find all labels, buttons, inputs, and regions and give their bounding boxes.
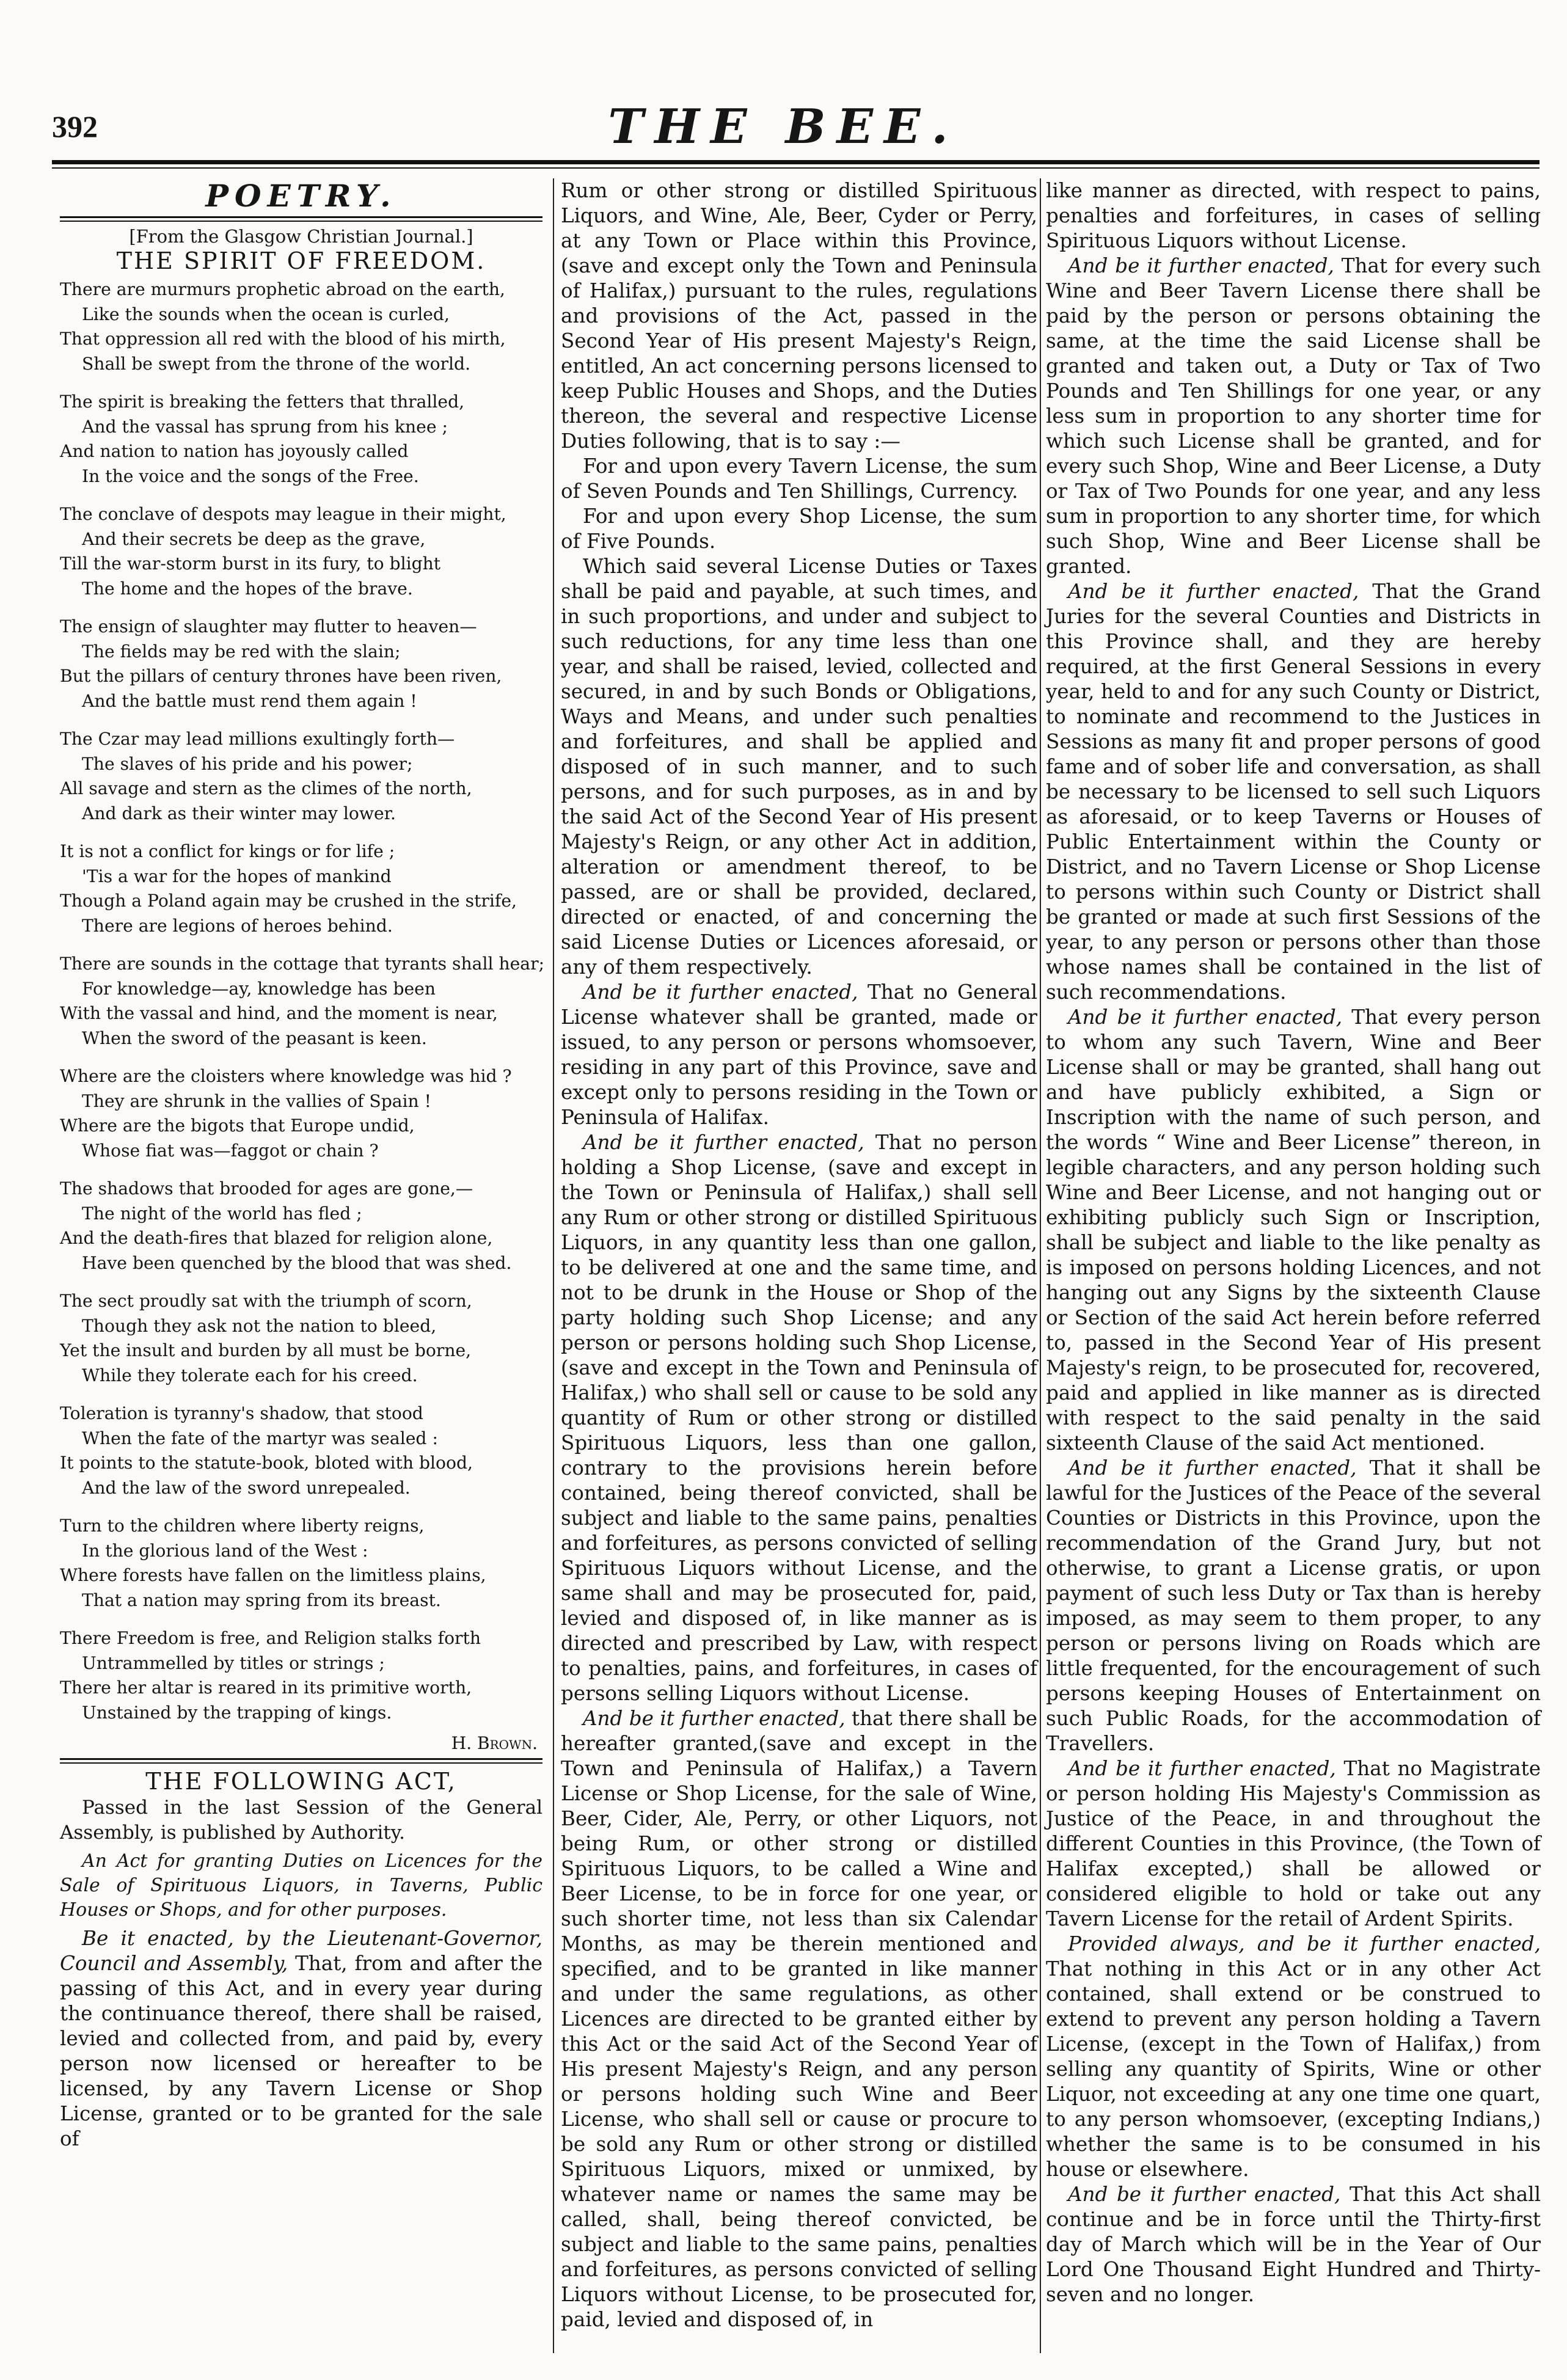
masthead: THE BEE. [608,99,959,155]
act-enacting-clause [60,1926,542,2152]
enacting-lead: Be it enacted, by the Lieutenant-Governor, Council and Assembly, [60,1927,542,1975]
poem-line: Where are the cloisters where knowledge was hid ? [60,1066,512,1086]
poem-line: It is not a conflict for kings or for life ; [60,841,395,861]
column-2 [561,178,1037,2332]
enactment-lead: And be it further enacted, [1068,254,1334,277]
poem-line: And nation to nation has joyously called [60,441,409,461]
poem-stanza [60,615,542,714]
poem-stanza [60,727,542,826]
act-intro: Passed in the last Session of the General Assembly, is published by Authority. [60,1797,542,1844]
poem-line: And the death-fires that blazed for religion alone, [60,1228,493,1248]
poem-line: With the vassal and hind, and the moment is near, [60,1003,498,1023]
act-rule [60,1758,542,1760]
enactment-lead: And be it further enacted, [583,1707,846,1730]
act-heading: THE FOLLOWING ACT, [145,1768,457,1795]
poem-line: Till the war-storm burst in its fury, to blight [60,553,441,574]
poem-line: Whose fiat was—faggot or chain ? [82,1140,379,1161]
poem-line: The fields may be red with the slain; [82,641,401,662]
poem-line: And the law of the sword unrepealed. [82,1477,411,1498]
poem-source: [From the Glasgow Christian Journal.] [129,226,473,247]
act-paragraph [561,454,1037,504]
poem-line: Where forests have fallen on the limitless plains, [60,1565,486,1585]
poem-stanza [60,502,542,601]
paragraph-text: That no General License whatever shall be granted, made or issued, to any person or persons whomsoever, residing in any part of this Province, save and except only to persons residing in the Town or Peninsula of Halifax. [561,980,1037,1129]
enactment-lead: And be it further enacted, [1068,580,1359,603]
poem-line: Yet the insult and burden by all must be borne, [60,1340,472,1360]
poem-stanza [60,390,542,489]
column-divider-1 [553,178,554,2353]
enactment-lead: Provided always, and be it further enacted, [1068,1932,1541,1955]
paragraph-text: For and upon every Tavern License, the sum of Seven Pounds and Ten Shillings, Currency. [561,454,1037,503]
poem-line: There Freedom is free, and Religion stalks forth [60,1628,481,1648]
section-rule-thin [60,221,542,222]
poem-line: And their secrets be deep as the grave, [82,528,426,549]
act-paragraph [1046,1005,1541,1456]
poem-line: For knowledge—ay, knowledge has been [82,978,436,999]
poem-line: The night of the world has fled ; [82,1203,362,1224]
poem-line: Unstained by the trapping of kings. [82,1702,392,1723]
poem-signature: H. Brown. [451,1733,538,1753]
act-paragraph [561,554,1037,980]
poem-stanza [60,1401,542,1500]
column-divider-2 [1040,178,1041,2353]
act-paragraph [561,980,1037,1130]
enactment-lead: And be it further enacted, [1068,1006,1343,1029]
poem-line: They are shrunk in the vallies of Spain ! [82,1090,431,1111]
poem-stanza [60,1289,542,1388]
poem-line: That a nation may spring from its breast. [82,1590,441,1610]
act-paragraph [1046,579,1541,1005]
poem-stanza [60,277,542,376]
poem-line: There are sounds in the cottage that tyrants shall hear; [60,954,545,974]
poem-stanza [60,1177,542,1276]
paragraph-text: That this Act shall continue and be in force until the Thirty-first day of March which will be in the Year of Our Lord One Thousand Eight Hundred and Thirty-seven and no longer. [1046,2183,1541,2306]
poem-line: But the pillars of century thrones have been riven, [60,666,502,686]
paragraph-text: That every person to whom any such Tavern, Wine and Beer License shall or may be granted, shall hang out and have publicly exhibited, a Sign or Inscription with the name of such person, and the words “ Wine and Beer License” thereon, in legible characters, and any person holding such Wine and Beer License, and not hanging out or exhibiting publicly such Sign or Inscription, shall be subject and liable to the like penalty as is imposed on persons holding Licences, and not hanging out any Signs by the sixteenth Clause or Section of the said Act herein before referred to, passed in the Second Year of His present Majesty's reign, to be prosecuted for, recovered, paid and applied in like manner as is directed with respect to the said penalty in the said sixteenth Clause of the said Act mentioned. [1046,1006,1541,1455]
poem-line: When the sword of the peasant is keen. [82,1028,427,1048]
poem-line: Shall be swept from the throne of the world. [82,353,471,374]
act-paragraph [1046,2182,1541,2307]
enactment-lead: And be it further enacted, [583,1131,864,1154]
paragraph-text: like manner as directed, with respect to pains, penalties and forfeitures, in cases of selling Spirituous Liquors without License. [1046,179,1541,252]
act-paragraph [1046,178,1541,254]
act-paragraph [561,178,1037,454]
poem-line: In the glorious land of the West : [82,1540,368,1561]
act-paragraph [1046,1756,1541,1932]
poem-line: When the fate of the martyr was sealed : [82,1428,438,1448]
act-paragraph [561,504,1037,554]
poem-line: The sect proudly sat with the triumph of scorn, [60,1291,472,1311]
column-3 [1046,178,1541,2307]
poem-line: Have been quenched by the blood that was shed. [82,1252,512,1273]
poem-line: All savage and stern as the climes of the north, [60,778,472,798]
paragraph-text: That no person holding a Shop License, (save and except in the Town or Peninsula of Halifax,) shall sell any Rum or other strong or distilled Spirituous Liquors, in any quantity less than one gallon, to be delivered at one and the same time, and not to be drunk in the House or Shop of the party holding such Shop License; and any person or persons holding such Shop License, (save and except in the Town and Peninsula of Halifax,) who shall sell or cause to be sold any quantity of Rum or other strong or distilled Spirituous Liquors, less than one gallon, contrary to the provisions herein before contained, being thereof convicted, shall be subject and liable to the same pains, penalties and forfeitures, as persons convicted of selling Spirituous Liquors without License, and the same shall and may be prosecuted for, paid, levied and disposed of, in like manner as is directed and prescribed by Law, with respect to penalties, pains, and forfeitures, in cases of persons selling Liquors without License. [561,1131,1037,1705]
enactment-lead: And be it further enacted, [1068,2183,1341,2206]
act-paragraph [561,1130,1037,1706]
poem-stanza [60,1514,542,1613]
paragraph-text: Which said several License Duties or Taxes shall be paid and payable, at such times, and in such proportions, and under and subject to such reductions, for any time less than one year, and shall be raised, levied, collected and secured, in and by such Bonds or Obligations, Ways and Means, and under such penalties and forfeitures, and shall be applied and disposed of in such manner, and to such persons, and for such purposes, as in and by the said Act of the Second Year of His present Majesty's Reign, or any other Act in addition, alteration or amendment thereof, to be passed, are or shall be provided, declared, directed or enacted, of and concerning the said License Duties or Licences aforesaid, or any of them respectively. [561,555,1037,979]
poem-line: There her altar is reared in its primitive worth, [60,1677,472,1698]
paragraph-text: For and upon every Shop License, the sum of Five Pounds. [561,505,1037,553]
header-rule [52,160,1540,164]
enacting-text: That, from and after the passing of this Act, and in every year during the continuance thereof, there shall be raised, levied and collected from, and paid by, every person now licensed or hereafter to be licensed, by any Tavern License or Shop License, granted or to be granted for the sale of [60,1952,542,2150]
paragraph-text: that there shall be hereafter granted,(save and except in the Town and Peninsula of Halifax,) a Tavern License or Shop License, for the sale of Wine, Beer, Cider, Ale, Perry, or other Liquors, not being Rum, or other strong or distilled Spirituous Liquors, to be called a Wine and Beer License, to be in force for one year, or such shorter time, not less than six Calendar Months, as may be therein mentioned and specified, and to be granted in like manner and under the same regulations, as other Licences are directed to be granted either by this Act or the said Act of the Second Year of His present Majesty's Reign, and any person or persons holding such Wine and Beer License, who shall sell or cause or procure to be sold any Rum or other strong or distilled Spirituous Liquors, mixed or unmixed, by whatever name or names the same may be called, shall, being thereof convicted, be subject and liable to the same pains, penalties and forfeitures, as persons convicted of selling Liquors without License, to be prosecuted for, paid, levied and disposed of, in [561,1707,1038,2331]
poem-line: There are murmurs prophetic abroad on the earth, [60,279,505,299]
poem-line: 'Tis a war for the hopes of mankind [82,866,392,886]
paragraph-text: That the Grand Juries for the several Counties and Districts in this Province shall, and they are hereby required, at the first General Sessions in every year, held to and for any such County or District, to nominate and recommend to the Justices in Sessions as many fit and proper persons of good fame and of sober life and conversation, as shall be necessary to be licensed to sell such Liquors as aforesaid, or to keep Taverns or Houses of Public Entertainment within the County or District, and no Tavern License or Shop License to persons within such County or District shall be granted or made at such first Sessions of the year, to any person or persons other than those whose names shall be contained in the list of such recommendations. [1046,580,1541,1004]
poetry-section-title: POETRY. [205,178,397,214]
act-paragraph [1046,254,1541,579]
act-rule-thin [60,1762,542,1764]
paragraph-text: That nothing in this Act or in any other Act contained, shall extend or be construed to extend to prevent any person holding a Tavern License, (except in the Town of Halifax,) from selling any quantity of Spirits, Wine or other Liquor, not exceeding at any one time one quart, to any person whomsoever, (excepting Indians,) whether the same is to be consumed in his house or elsewhere. [1046,1957,1541,2181]
act-paragraph [561,1706,1037,2332]
poem-line: Untrammelled by titles or strings ; [82,1652,385,1673]
poem-line: Toleration is tyranny's shadow, that stood [60,1403,423,1423]
poem-line: The conclave of despots may league in their might, [60,504,506,524]
act-paragraph [1046,1456,1541,1756]
poem-stanza [60,1626,542,1725]
poem-line: Turn to the children where liberty reigns, [60,1516,425,1536]
act-title: An Act for granting Duties on Licences for the Sale of Spirituous Liquors, in Taverns, Public Houses or Shops, and for other purposes. [60,1850,542,1921]
poem-line: Like the sounds when the ocean is curled, [82,304,450,324]
section-rule [60,216,542,218]
enactment-lead: And be it further enacted, [1068,1757,1336,1780]
poem-line: The ensign of slaughter may flutter to heaven— [60,616,477,637]
paragraph-text: That it shall be lawful for the Justices of the Peace of the several Counties or Districts in this Province, upon the recommendation of the Grand Jury, but not otherwise, to grant a License gratis, or upon payment of such less Duty or Tax than is hereby imposed, as may seem to them proper, to any person or persons living on Roads which are little frequented, for the encouragement of such persons keeping Houses of Entertainment on such Public Roads, for the accommodation of Travellers. [1046,1456,1541,1755]
poem-line: The shadows that brooded for ages are gone,— [60,1178,473,1199]
poem-line: The home and the hopes of the brave. [82,578,413,599]
poem-stanza [60,1064,542,1163]
poem-line: The Czar may lead millions exultingly forth— [60,729,455,749]
poem-stanza [60,952,545,1051]
enactment-lead: And be it further enacted, [583,980,858,1004]
enactment-lead: And be it further enacted, [1068,1456,1357,1480]
paragraph-text: That for every such Wine and Beer Tavern License there shall be paid by the person or persons obtaining the same, at the time the said License shall be granted and taken out, a Duty or Tax of Two Pounds and Ten Shillings for one year, or any less sum in proportion to any shorter time for which such License shall be granted, and for every such Shop, Wine and Beer License, a Duty or Tax of Two Pounds for one year, and any less sum in proportion to any shorter time, for which such Shop, Wine and Beer License shall be granted. [1046,254,1541,578]
poem-body [60,277,545,1725]
poem-line: Where are the bigots that Europe undid, [60,1115,415,1136]
poem-line: Though a Poland again may be crushed in the strife, [60,891,517,911]
poem-line: It points to the statute-book, bloted with blood, [60,1453,473,1473]
poem-line: While they tolerate each for his creed. [82,1365,418,1385]
page-number: 392 [52,109,98,144]
poem-line: In the voice and the songs of the Free. [82,465,419,486]
poem-line: The spirit is breaking the fetters that thralled, [60,392,465,412]
poem-line: There are legions of heroes behind. [82,915,393,936]
poem-stanza [60,839,542,938]
poem-line: And the battle must rend them again ! [82,690,417,711]
poem-line: And dark as their winter may lower. [82,803,396,823]
poem-line: And the vassal has sprung from his knee ; [82,416,448,437]
poem-line: The slaves of his pride and his power; [82,753,413,774]
act-paragraph [1046,1932,1541,2182]
poem-line: That oppression all red with the blood of his mirth, [60,329,506,349]
poem-title: THE SPIRIT OF FREEDOM. [116,247,486,274]
paragraph-text: That no Magistrate or person holding His Majesty's Commission as Justice of the Peace, in and throughout the different Counties in this Province, (the Town of Halifax excepted,) shall be allowed or considered eligible to hold or take out any Tavern License for the retail of Ardent Spirits. [1046,1757,1541,1930]
header-rule-thin [52,167,1540,169]
poem-line: Though they ask not the nation to bleed, [82,1315,437,1336]
paragraph-text: Rum or other strong or distilled Spirituous Liquors, and Wine, Ale, Beer, Cyder or Perry, at any Town or Place within this Province, (save and except only the Town and Peninsula of Halifax,) pursuant to the rules, regulations and provisions of the Act, passed in the Second Year of His present Majesty's Reign, entitled, An act concerning persons licensed to keep Public Houses and Shops, and the Duties thereon, the several and respective License Duties following, that is to say :— [561,179,1037,453]
column-1 [60,177,545,2152]
